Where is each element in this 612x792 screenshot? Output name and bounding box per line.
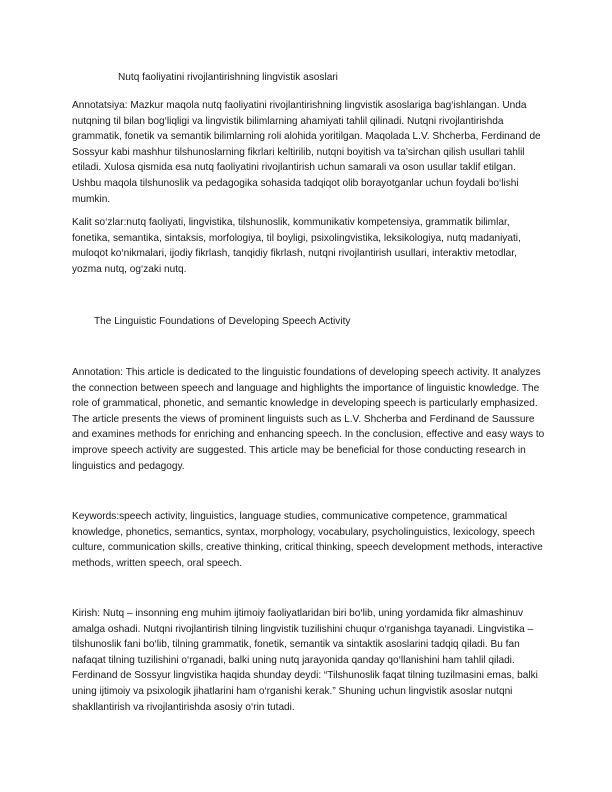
english-keywords-paragraph: Keywords:speech activity, linguistics, language studies, communicative competence, grammatical knowledge, phonetics, semantics, syntax, morphology, vocabulary, psycholinguistics, lexicology, speech culture, communication skills, creative thinking, critical thinking, speech development methods, interactive methods, written speech, oral speech.: [72, 511, 543, 569]
introduction-paragraph: Kirish: Nutq – insonning eng muhim ijtimoiy faoliyatlaridan biri bo‘lib, uning yordamida fikr almashinuv amalga oshadi. Nutqni rivojlantirish tilning lingvistik tuzilishini chuqur o‘rganishga tayanadi. Lingvistika – tilshunoslik fani bo‘lib, tilning grammatik, fonetik, semantik va sintaktik asoslarini tadqiq qiladi. Bu fan nafaqat tilning tuzilishini o‘rganadi, balki uning nutq jarayonida qanday qo‘llanishini ham tahlil qiladi. Ferdinand de Sossyur lingvistika haqida shunday deydi: “Tilshunoslik faqat tilning tuzilmasini emas, balki uning ijtimoiy va psixologik jihatlarini ham o‘rganishi kerak.” Shuning uchun lingvistik asoslar nutqni shakllantirish va rivojlantirishda asosiy o‘rin tutadi.: [72, 608, 538, 713]
uzbek-keywords-paragraph: Kalit so‘zlar:nutq faoliyati, lingvistika, tilshunoslik, kommunikativ kompetensiya, grammatik bilimlar, fonetika, semantika, sintaksis, morfologiya, til boyligi, psixolingvistika, leksikologiya, nutq madaniyati, muloqot ko‘nikmalari, ijodiy fikrlash, tanqidiy fikrlash, nutqni rivojlantirish usullari, interaktiv metodlar, yozma nutq, og‘zaki nutq.: [72, 217, 521, 275]
uzbek-annotation-paragraph: Annotatsiya: Mazkur maqola nutq faoliyatini rivojlantirishning lingvistik asoslariga bag‘ishlangan. Unda nutqning til bilan bog‘liqligi va lingvistik bilimlarning ahamiyati tahlil qilinadi. Nutqni rivojlantirishda grammatik, fonetik va semantik bilimlarning roli alohida yoritilgan. Maqolada L.V. Shcherba, Ferdinand de Sossyur kabi mashhur tilshunoslarning fikrlari keltirilib, nutqni boyitish va ta’sirchan qilish usullari tahlil etiladi. Xulosa qismida esa nutq faoliyatini rivojlantirish uchun samarali va oson usullar taklif etilgan. Ushbu maqola tilshunoslik va pedagogika sohasida tadqiqot olib borayotganlar uchun foydali bo‘lishi mumkin.: [72, 100, 541, 205]
english-article-title: The Linguistic Foundations of Developing Speech Activity: [94, 316, 351, 327]
uzbek-article-title: Nutq faoliyatini rivojlantirishning lingvistik asoslari: [118, 72, 338, 83]
english-annotation-paragraph: Annotation: This article is dedicated to the linguistic foundations of developing speech activity. It analyzes the connection between speech and language and highlights the importance of linguistic knowledge. The role of grammatical, phonetic, and semantic knowledge in developing speech is particularly emphasized. The article presents the views of prominent linguists such as L.V. Shcherba and Ferdinand de Saussure and examines methods for enriching and enhancing speech. In the conclusion, effective and easy ways to improve speech activity are suggested. This article may be beneficial for those conducting research in linguistics and pedagogy.: [72, 367, 545, 472]
